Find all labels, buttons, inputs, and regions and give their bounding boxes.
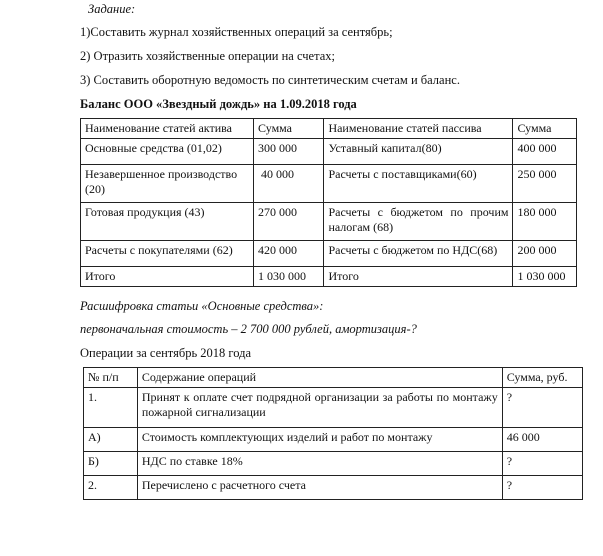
liability-sum: 180 000 (513, 203, 577, 241)
asset-sum: 270 000 (254, 203, 324, 241)
liability-total-sum: 1 030 000 (513, 267, 577, 287)
liability-name: Расчеты с бюджетом по НДС(68) (324, 241, 513, 267)
table-row (81, 165, 577, 203)
operation-amount: 46 000 (502, 428, 582, 452)
table-row (84, 428, 583, 452)
liability-name: Уставный капитал(80) (324, 139, 513, 165)
asset-total-label: Итого (81, 267, 254, 287)
asset-name: Расчеты с покупателями (62) (81, 241, 254, 267)
operation-number: 1. (84, 388, 138, 428)
header-liability-sum: Сумма (513, 119, 577, 139)
asset-total-sum: 1 030 000 (254, 267, 324, 287)
header-number: № п/п (84, 368, 138, 388)
header-content: Содержание операций (137, 368, 502, 388)
decoding-line-1: Расшифровка статьи «Основные средства»: (80, 299, 324, 313)
asset-name: Основные средства (01,02) (81, 139, 254, 165)
operation-content: Принят к оплате счет подрядной организации за работы по монтажу пожарной сигнализации (137, 388, 502, 428)
operations-title: Операции за сентябрь 2018 года (80, 346, 252, 360)
header-asset-name: Наименование статей актива (81, 119, 254, 139)
decoding-line-2: первоначальная стоимость – 2 700 000 рублей, амортизация-? (80, 322, 417, 336)
header-liability-name: Наименование статей пассива (324, 119, 513, 139)
table-row (81, 203, 577, 241)
asset-sum: 40 000 (254, 165, 324, 203)
table-row (84, 476, 583, 500)
operation-number: Б) (84, 452, 138, 476)
liability-sum: 200 000 (513, 241, 577, 267)
balance-header-row (81, 119, 577, 139)
table-row (84, 388, 583, 428)
header-amount: Сумма, руб. (502, 368, 582, 388)
operation-content: Перечислено с расчетного счета (137, 476, 502, 500)
total-row (81, 267, 577, 287)
liability-name: Расчеты с поставщиками(60) (324, 165, 513, 203)
liability-sum: 400 000 (513, 139, 577, 165)
asset-name: Готовая продукция (43) (81, 203, 254, 241)
operations-table (83, 367, 583, 500)
task-heading: Задание: (88, 2, 136, 16)
operation-number: А) (84, 428, 138, 452)
task-item-1: 1)Составить журнал хозяйственных операций за сентябрь; (80, 25, 393, 39)
liability-name: Расчеты с бюджетом по прочим налогам (68) (324, 203, 513, 241)
operations-header-row (84, 368, 583, 388)
asset-name: Незавершенное производство (20) (81, 165, 254, 203)
table-row (84, 452, 583, 476)
operation-amount: ? (502, 388, 582, 428)
operation-amount: ? (502, 452, 582, 476)
liability-sum: 250 000 (513, 165, 577, 203)
balance-table (80, 118, 577, 287)
operation-content: НДС по ставке 18% (137, 452, 502, 476)
balance-title: Баланс ООО «Звездный дождь» на 1.09.2018 года (80, 97, 357, 111)
table-row (81, 241, 577, 267)
liability-total-label: Итого (324, 267, 513, 287)
asset-sum: 420 000 (254, 241, 324, 267)
asset-sum: 300 000 (254, 139, 324, 165)
task-item-3: 3) Составить оборотную ведомость по синтетическим счетам и баланс. (80, 73, 460, 87)
header-asset-sum: Сумма (254, 119, 324, 139)
operation-amount: ? (502, 476, 582, 500)
operation-content: Стоимость комплектующих изделий и работ по монтажу (137, 428, 502, 452)
task-item-2: 2) Отразить хозяйственные операции на счетах; (80, 49, 335, 63)
operation-number: 2. (84, 476, 138, 500)
table-row (81, 139, 577, 165)
